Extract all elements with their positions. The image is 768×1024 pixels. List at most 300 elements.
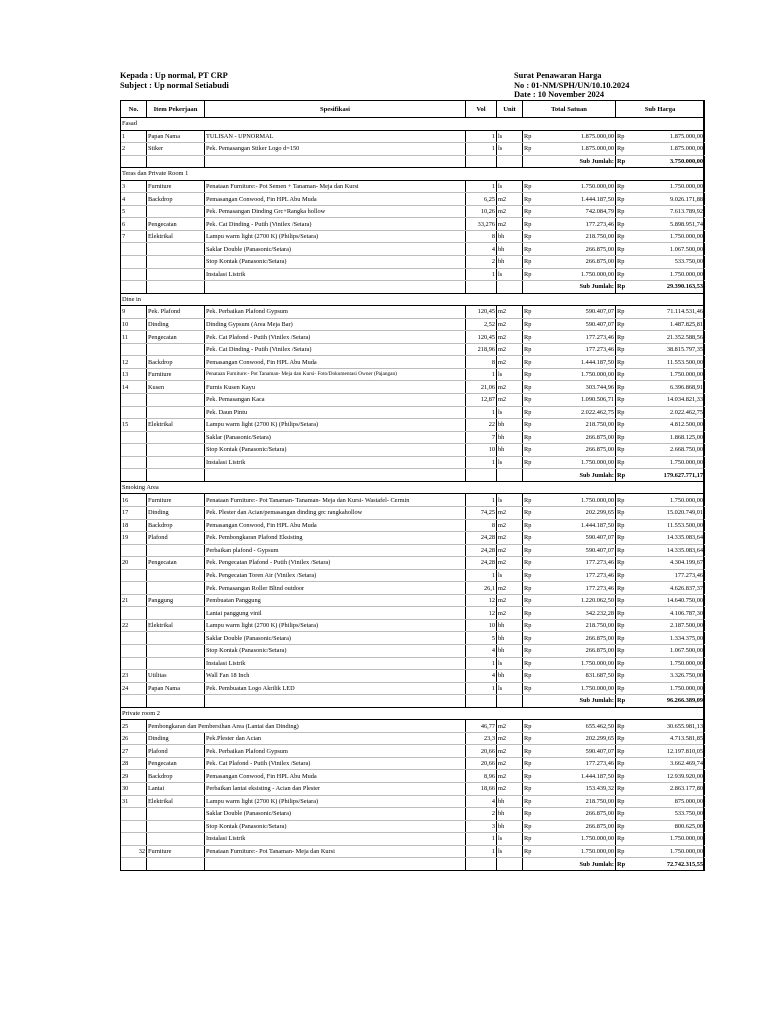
row-spec: Dinding Gypsum (Area Meja Bar) — [205, 318, 466, 331]
row-spec: Pek. Cat Dinding - Putih (Vinilex /Setara) — [205, 343, 466, 356]
section-header-row — [121, 707, 705, 720]
row-unit: bh — [497, 795, 523, 808]
table-row — [121, 143, 705, 156]
table-row — [121, 444, 705, 457]
row-unit-price: 218.750,00 — [538, 619, 616, 632]
letter-number: No : 01-NM/SPH/UN/10.10.2024 — [514, 80, 630, 90]
section-header-row — [121, 293, 705, 306]
row-item: Backdrop — [147, 770, 205, 783]
row-total-currency: Rp — [616, 444, 631, 457]
row-unit-price: 1.750.000,00 — [538, 657, 616, 670]
row-spec: Saklar Double (Panasonic/Setara) — [205, 243, 466, 256]
letter-date: Date : 10 November 2024 — [514, 90, 605, 99]
row-number — [121, 569, 147, 582]
row-number: 17 — [121, 506, 147, 519]
row-sub-price: 2.022.462,75 — [631, 406, 705, 419]
row-item — [147, 833, 205, 846]
table-row — [121, 682, 705, 695]
row-price-currency: Rp — [523, 143, 538, 156]
row-volume: 26,1 — [466, 582, 497, 595]
row-volume: 1 — [466, 833, 497, 846]
table-row — [121, 306, 705, 319]
table-row — [121, 657, 705, 670]
row-total-currency: Rp — [616, 732, 631, 745]
row-unit: m2 — [497, 532, 523, 545]
col-header-vol: Vol — [466, 101, 497, 118]
subtotal-currency: Rp — [616, 155, 631, 168]
row-sub-price: 38.815.797,35 — [631, 343, 705, 356]
row-total-currency: Rp — [616, 243, 631, 256]
row-unit-price: 218.750,00 — [538, 230, 616, 243]
row-sub-price: 30.655.981,13 — [631, 720, 705, 733]
subtotal-spacer — [466, 155, 497, 168]
section-header-row — [121, 118, 705, 131]
row-sub-price: 11.553.500,00 — [631, 519, 705, 532]
row-unit: m2 — [497, 193, 523, 206]
row-unit: m2 — [497, 343, 523, 356]
section-title: Dine in — [121, 293, 705, 306]
row-unit-price: 266.875,00 — [538, 444, 616, 457]
row-volume: 10 — [466, 444, 497, 457]
row-unit: m2 — [497, 218, 523, 231]
row-number: 32 — [121, 845, 147, 858]
col-header-spec: Spesifikasi — [205, 101, 466, 118]
row-volume: 24,28 — [466, 532, 497, 545]
subtotal-spacer — [466, 695, 497, 708]
row-volume: 10,26 — [466, 205, 497, 218]
row-spec: Pemasangan Conwood, Fin HPL Abu Muda — [205, 770, 466, 783]
table-row — [121, 230, 705, 243]
row-total-currency: Rp — [616, 519, 631, 532]
table-row — [121, 431, 705, 444]
row-sub-price: 12.197.810,05 — [631, 745, 705, 758]
row-total-currency: Rp — [616, 356, 631, 369]
row-sub-price: 1.875.000,00 — [631, 143, 705, 156]
row-price-currency: Rp — [523, 205, 538, 218]
row-sub-price: 4.106.787,30 — [631, 607, 705, 620]
row-unit: ls — [497, 368, 523, 381]
row-number — [121, 456, 147, 469]
subtotal-spacer — [147, 695, 205, 708]
table-row — [121, 394, 705, 407]
row-unit: bh — [497, 670, 523, 683]
row-volume: 2,52 — [466, 318, 497, 331]
row-unit-price: 202.299,65 — [538, 732, 616, 745]
row-sub-price: 533.750,00 — [631, 256, 705, 269]
row-sub-price: 1.750.000,00 — [631, 456, 705, 469]
row-item: Elektrikal — [147, 619, 205, 632]
row-unit: m2 — [497, 732, 523, 745]
row-price-currency: Rp — [523, 582, 538, 595]
row-item — [147, 444, 205, 457]
row-unit: bh — [497, 808, 523, 821]
table-row — [121, 770, 705, 783]
row-unit: m2 — [497, 394, 523, 407]
section-header-row — [121, 168, 705, 181]
row-price-currency: Rp — [523, 632, 538, 645]
row-sub-price: 533.750,00 — [631, 808, 705, 821]
row-volume: 46,77 — [466, 720, 497, 733]
row-price-currency: Rp — [523, 532, 538, 545]
row-price-currency: Rp — [523, 657, 538, 670]
row-number: 6 — [121, 218, 147, 231]
row-total-currency: Rp — [616, 594, 631, 607]
row-price-currency: Rp — [523, 782, 538, 795]
row-item — [147, 569, 205, 582]
row-sub-price: 875.000,00 — [631, 795, 705, 808]
row-total-currency: Rp — [616, 218, 631, 231]
row-unit-price: 218.750,00 — [538, 419, 616, 432]
row-number — [121, 544, 147, 557]
col-header-no: No. — [121, 101, 147, 118]
row-unit: ls — [497, 406, 523, 419]
row-unit-price: 342.232,28 — [538, 607, 616, 620]
subtotal-label: Sub Jumlah: — [523, 858, 616, 871]
row-volume: 4 — [466, 243, 497, 256]
row-spec: Saklar Double (Panasonic/Setara) — [205, 808, 466, 821]
row-spec: TULISAN - UPNORMAL — [205, 130, 466, 143]
row-unit-price: 266.875,00 — [538, 632, 616, 645]
row-volume: 20,66 — [466, 757, 497, 770]
row-sub-price: 1.487.825,81 — [631, 318, 705, 331]
row-unit-price: 153.439,32 — [538, 782, 616, 795]
subtotal-spacer — [205, 469, 466, 482]
table-row — [121, 506, 705, 519]
table-row — [121, 632, 705, 645]
row-volume: 3 — [466, 820, 497, 833]
row-unit-price: 590.407,07 — [538, 318, 616, 331]
row-spec: Penataan Furniture:- Pot Tanaman- Tanaman- Meja dan Kursi- Wastafel- Cermin — [205, 494, 466, 507]
row-spec: Penataan Furniture:- Pot Semen + Tanaman- Meja dan Kursi — [205, 180, 466, 193]
row-number — [121, 632, 147, 645]
row-total-currency: Rp — [616, 670, 631, 683]
row-total-currency: Rp — [616, 544, 631, 557]
row-item — [147, 256, 205, 269]
row-volume: 12 — [466, 594, 497, 607]
row-total-currency: Rp — [616, 143, 631, 156]
row-volume: 24,28 — [466, 544, 497, 557]
row-unit-price: 266.875,00 — [538, 820, 616, 833]
row-unit: bh — [497, 256, 523, 269]
subtotal-value: 179.627.771,17 — [631, 469, 705, 482]
row-volume: 20,66 — [466, 745, 497, 758]
table-row — [121, 318, 705, 331]
row-total-currency: Rp — [616, 833, 631, 846]
row-item: Dinding — [147, 732, 205, 745]
row-sub-price: 1.868.125,00 — [631, 431, 705, 444]
row-sub-price: 1.750.000,00 — [631, 833, 705, 846]
table-row — [121, 331, 705, 344]
row-item: Elektrikal — [147, 419, 205, 432]
row-price-currency: Rp — [523, 394, 538, 407]
row-sub-price: 12.939.920,00 — [631, 770, 705, 783]
row-price-currency: Rp — [523, 770, 538, 783]
row-total-currency: Rp — [616, 532, 631, 545]
row-total-currency: Rp — [616, 431, 631, 444]
row-unit: bh — [497, 431, 523, 444]
row-item — [147, 456, 205, 469]
row-volume: 6,25 — [466, 193, 497, 206]
row-unit-price: 218.750,00 — [538, 795, 616, 808]
section-title: Smoking Area — [121, 481, 705, 494]
section-header-row — [121, 481, 705, 494]
row-volume: 4 — [466, 644, 497, 657]
row-price-currency: Rp — [523, 820, 538, 833]
col-header-total: Total Satuan — [523, 101, 616, 118]
row-total-currency: Rp — [616, 306, 631, 319]
table-row — [121, 268, 705, 281]
row-spec: Perbaikan plafond - Gypsum — [205, 544, 466, 557]
row-item: Kusen — [147, 381, 205, 394]
subtotal-row — [121, 155, 705, 168]
row-unit: ls — [497, 845, 523, 858]
table-row — [121, 205, 705, 218]
row-unit: ls — [497, 682, 523, 695]
row-number: 10 — [121, 318, 147, 331]
section-title: Fasad — [121, 118, 705, 131]
subtotal-spacer — [205, 858, 466, 871]
row-unit-price: 177.273,46 — [538, 557, 616, 570]
subtotal-spacer — [466, 858, 497, 871]
subtotal-row — [121, 858, 705, 871]
row-unit-price: 1.750.000,00 — [538, 682, 616, 695]
subtotal-spacer — [497, 469, 523, 482]
subtotal-spacer — [205, 281, 466, 294]
row-number: 9 — [121, 306, 147, 319]
row-spec: Pek. Plester dan Acian/pemasangan dinding grc rangkahollow — [205, 506, 466, 519]
subtotal-spacer — [466, 281, 497, 294]
row-price-currency: Rp — [523, 343, 538, 356]
table-row — [121, 594, 705, 607]
row-spec: Stop Kontak (Panasonic/Setara) — [205, 444, 466, 457]
row-price-currency: Rp — [523, 368, 538, 381]
row-unit: bh — [497, 243, 523, 256]
row-number — [121, 833, 147, 846]
row-number — [121, 644, 147, 657]
table-row — [121, 544, 705, 557]
row-total-currency: Rp — [616, 745, 631, 758]
row-item: Furniture — [147, 845, 205, 858]
row-sub-price: 177.273,46 — [631, 569, 705, 582]
row-sub-price: 11.553.500,00 — [631, 356, 705, 369]
row-item — [147, 406, 205, 419]
row-total-currency: Rp — [616, 394, 631, 407]
row-unit: bh — [497, 619, 523, 632]
row-item — [147, 644, 205, 657]
subtotal-spacer — [205, 155, 466, 168]
row-unit: m2 — [497, 356, 523, 369]
row-item: Lantai — [147, 782, 205, 795]
row-item — [147, 808, 205, 821]
row-unit-price: 590.407,07 — [538, 745, 616, 758]
row-volume: 22 — [466, 419, 497, 432]
row-number: 26 — [121, 732, 147, 745]
subtotal-spacer — [147, 469, 205, 482]
row-item-description: Pembongkaran dan Pembersihan Area (Lantai dan Dinding) — [147, 720, 466, 733]
table-row — [121, 532, 705, 545]
row-number: 1 — [121, 130, 147, 143]
row-unit: ls — [497, 130, 523, 143]
row-volume: 7 — [466, 431, 497, 444]
table-body — [121, 118, 705, 871]
row-spec: Pek. Pemasangan Kaca — [205, 394, 466, 407]
row-unit: ls — [497, 143, 523, 156]
row-item — [147, 431, 205, 444]
table-row — [121, 644, 705, 657]
row-spec: Furnis Kusen Kayu — [205, 381, 466, 394]
row-item: Utilitas — [147, 670, 205, 683]
row-unit: bh — [497, 632, 523, 645]
row-spec: Pek. Pemasangan Stiker Logo d=150 — [205, 143, 466, 156]
row-unit-price: 177.273,46 — [538, 569, 616, 582]
row-price-currency: Rp — [523, 808, 538, 821]
subtotal-spacer — [121, 281, 147, 294]
row-spec: Lampu warm light (2700 K) (Philips/Setara) — [205, 230, 466, 243]
row-number — [121, 444, 147, 457]
row-price-currency: Rp — [523, 381, 538, 394]
row-number: 15 — [121, 419, 147, 432]
row-unit-price: 266.875,00 — [538, 431, 616, 444]
row-item — [147, 205, 205, 218]
row-item: Papan Nama — [147, 130, 205, 143]
row-unit-price: 266.875,00 — [538, 644, 616, 657]
row-spec: Instalasi Listrik — [205, 268, 466, 281]
row-volume: 21,06 — [466, 381, 497, 394]
row-price-currency: Rp — [523, 544, 538, 557]
row-total-currency: Rp — [616, 419, 631, 432]
row-spec: Stop Kontak (Panasonic/Setara) — [205, 644, 466, 657]
row-volume: 8 — [466, 230, 497, 243]
row-price-currency: Rp — [523, 444, 538, 457]
row-spec: Pek. Pembongkaran Plafond Eksisting — [205, 532, 466, 545]
row-price-currency: Rp — [523, 607, 538, 620]
row-price-currency: Rp — [523, 795, 538, 808]
row-total-currency: Rp — [616, 331, 631, 344]
row-volume: 33,276 — [466, 218, 497, 231]
row-item: Papan Nama — [147, 682, 205, 695]
row-item: Furniture — [147, 494, 205, 507]
quotation-table — [120, 100, 705, 871]
row-unit-price: 303.744,96 — [538, 381, 616, 394]
row-spec: Pemasangan Conwood, Fin HPL Abu Muda — [205, 356, 466, 369]
row-volume: 8 — [466, 519, 497, 532]
row-number: 25 — [121, 720, 147, 733]
row-unit-price: 1.444.187,50 — [538, 770, 616, 783]
row-volume: 4 — [466, 795, 497, 808]
letter-title: Surat Penawaran Harga — [514, 71, 602, 80]
subtotal-spacer — [121, 469, 147, 482]
row-total-currency: Rp — [616, 657, 631, 670]
row-number: 30 — [121, 782, 147, 795]
row-number: 14 — [121, 381, 147, 394]
row-price-currency: Rp — [523, 456, 538, 469]
row-price-currency: Rp — [523, 218, 538, 231]
row-number: 3 — [121, 180, 147, 193]
row-spec: Lampu warm light (2700 K) (Philips/Setara) — [205, 619, 466, 632]
row-total-currency: Rp — [616, 193, 631, 206]
row-price-currency: Rp — [523, 130, 538, 143]
subtotal-spacer — [147, 155, 205, 168]
row-item — [147, 582, 205, 595]
row-item — [147, 243, 205, 256]
row-price-currency: Rp — [523, 569, 538, 582]
row-spec: Lampu warm light (2700 K) (Philips/Setara) — [205, 795, 466, 808]
row-sub-price: 15.020.749,01 — [631, 506, 705, 519]
row-item: Pengecatan — [147, 557, 205, 570]
row-sub-price: 1.334.375,00 — [631, 632, 705, 645]
row-sub-price: 1.067.500,00 — [631, 644, 705, 657]
row-unit-price: 177.273,46 — [538, 331, 616, 344]
row-spec: Wall Fan 18 Inch — [205, 670, 466, 683]
row-unit-price: 177.273,46 — [538, 582, 616, 595]
subtotal-spacer — [497, 695, 523, 708]
row-unit: m2 — [497, 318, 523, 331]
row-unit: ls — [497, 569, 523, 582]
row-volume: 1 — [466, 456, 497, 469]
row-total-currency: Rp — [616, 506, 631, 519]
row-unit: m2 — [497, 582, 523, 595]
row-unit: m2 — [497, 381, 523, 394]
row-spec: Pek.Plester dan Acian — [205, 732, 466, 745]
section-title: Private room 2 — [121, 707, 705, 720]
row-number: 7 — [121, 230, 147, 243]
row-unit: m2 — [497, 720, 523, 733]
row-volume: 1 — [466, 845, 497, 858]
row-sub-price: 1.750.000,00 — [631, 682, 705, 695]
row-number — [121, 582, 147, 595]
row-sub-price: 1.875.000,00 — [631, 130, 705, 143]
row-item: Pengecatan — [147, 331, 205, 344]
row-number — [121, 268, 147, 281]
row-unit: ls — [497, 833, 523, 846]
row-total-currency: Rp — [616, 318, 631, 331]
row-volume: 8 — [466, 356, 497, 369]
row-unit-price: 177.273,46 — [538, 343, 616, 356]
table-row — [121, 582, 705, 595]
subtotal-spacer — [121, 858, 147, 871]
row-unit-price: 266.875,00 — [538, 808, 616, 821]
row-volume: 120,45 — [466, 331, 497, 344]
row-sub-price: 21.352.588,56 — [631, 331, 705, 344]
row-item — [147, 607, 205, 620]
row-total-currency: Rp — [616, 456, 631, 469]
col-header-item: Item Pekerjaan — [147, 101, 205, 118]
row-sub-price: 9.026.171,88 — [631, 193, 705, 206]
row-number: 16 — [121, 494, 147, 507]
row-spec: Pek. Cat Dinding - Putih (Vinilex /Setara) — [205, 218, 466, 231]
row-sub-price: 4.812.500,00 — [631, 419, 705, 432]
table-row — [121, 130, 705, 143]
row-price-currency: Rp — [523, 306, 538, 319]
row-number: 20 — [121, 557, 147, 570]
subtotal-spacer — [497, 858, 523, 871]
row-volume: 2 — [466, 256, 497, 269]
row-price-currency: Rp — [523, 745, 538, 758]
table-row — [121, 368, 705, 381]
row-volume: 1 — [466, 569, 497, 582]
row-item: Dinding — [147, 318, 205, 331]
row-spec: Penataan Furniture:- Pot Tanaman- Meja dan Kursi — [205, 845, 466, 858]
row-item: Panggung — [147, 594, 205, 607]
row-total-currency: Rp — [616, 682, 631, 695]
row-unit-price: 655.462,50 — [538, 720, 616, 733]
row-unit-price: 1.750.000,00 — [538, 456, 616, 469]
row-spec: Pek. Daun Pintu — [205, 406, 466, 419]
row-sub-price: 1.750.000,00 — [631, 368, 705, 381]
col-header-sub: Sub Harga — [616, 101, 705, 118]
subtotal-spacer — [497, 281, 523, 294]
row-item: Pengecatan — [147, 218, 205, 231]
